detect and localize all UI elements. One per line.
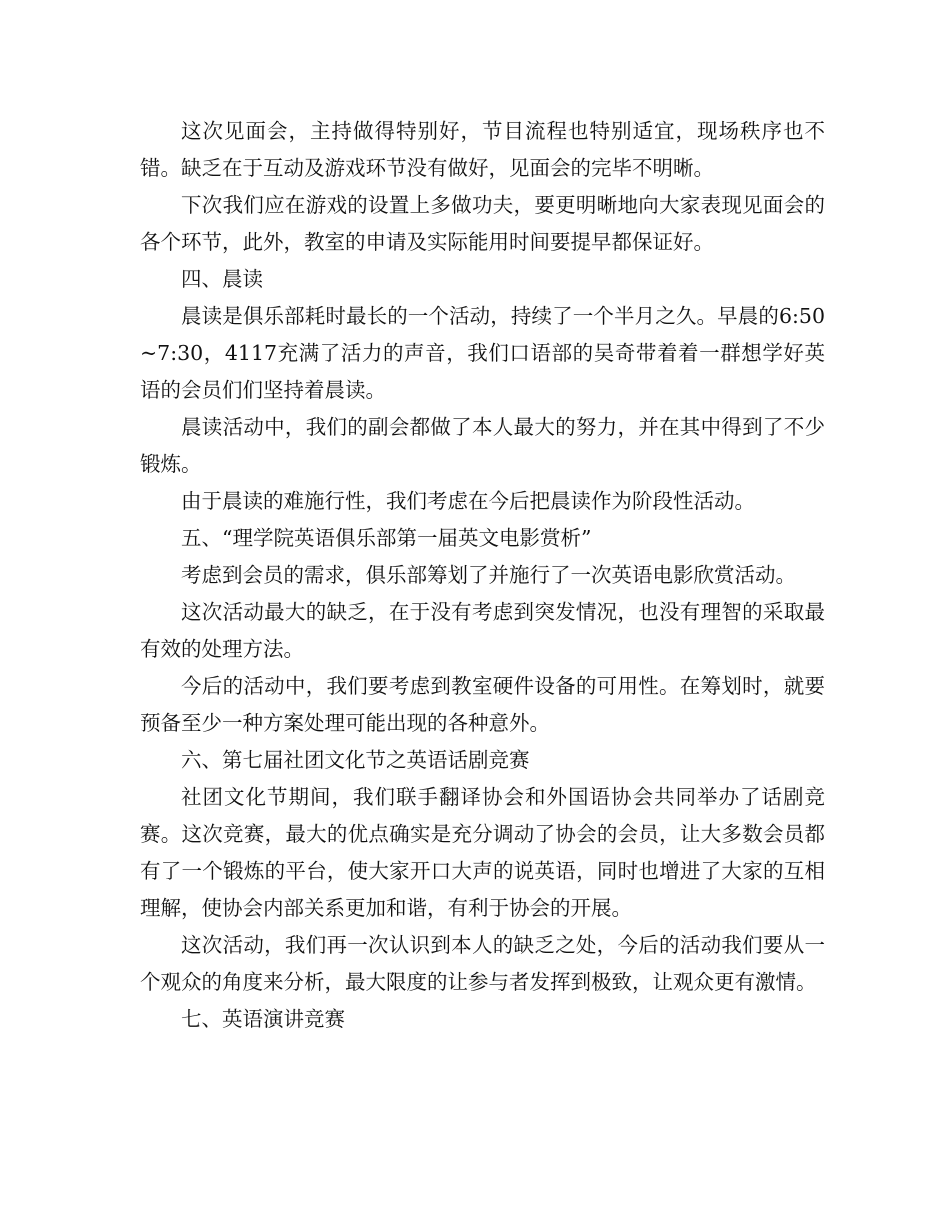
paragraph: 社团文化节期间，我们联手翻译协会和外国语协会共同举办了话剧竞赛。这次竞赛，最大的优点确实是充分调动了协会的会员，让大多数会员都有了一个锻炼的平台，使大家开口大声的说英语，同时也增进了大家的互相理解，使协会内部关系更加和谐，有利于协会的开展。 — [140, 785, 825, 920]
section-heading: 五、“理学院英语俱乐部第一届英文电影赏析” — [181, 526, 592, 550]
paragraph: 这次活动，我们再一次认识到本人的缺乏之处，今后的活动我们要从一个观众的角度来分析，最大限度的让参与者发挥到极致，让观众更有激情。 — [140, 933, 825, 994]
paragraph: 晨读活动中，我们的副会都做了本人最大的努力，并在其中得到了不少锻炼。 — [140, 415, 825, 476]
section-heading: 六、第七届社团文化节之英语话剧竞赛 — [181, 748, 530, 772]
paragraph: 下次我们应在游戏的设置上多做功夫，要更明晰地向大家表现见面会的各个环节，此外，教室的申请及实际能用时间要提早都保证好。 — [140, 193, 825, 254]
document-page — [140, 113, 825, 1038]
section-heading: 七、英语演讲竞赛 — [181, 1007, 345, 1031]
paragraph: 今后的活动中，我们要考虑到教室硬件设备的可用性。在筹划时，就要预备至少一种方案处理可能出现的各种意外。 — [140, 674, 825, 735]
paragraph: 这次活动最大的缺乏，在于没有考虑到突发情况，也没有理智的采取最有效的处理方法。 — [140, 600, 825, 661]
paragraph: 考虑到会员的需求，俱乐部筹划了并施行了一次英语电影欣赏活动。 — [181, 563, 796, 587]
paragraph: 这次见面会，主持做得特别好，节目流程也特别适宜，现场秩序也不错。缺乏在于互动及游戏环节没有做好，见面会的完毕不明晰。 — [140, 119, 825, 180]
section-heading: 四、晨读 — [181, 267, 263, 291]
paragraph: 由于晨读的难施行性，我们考虑在今后把晨读作为阶段性活动。 — [181, 489, 755, 513]
paragraph: 晨读是俱乐部耗时最长的一个活动，持续了一个半月之久。早晨的6:50~7:30，4117充满了活力的声音，我们口语部的吴奇带着着一群想学好英语的会员们们坚持着晨读。 — [140, 304, 825, 402]
